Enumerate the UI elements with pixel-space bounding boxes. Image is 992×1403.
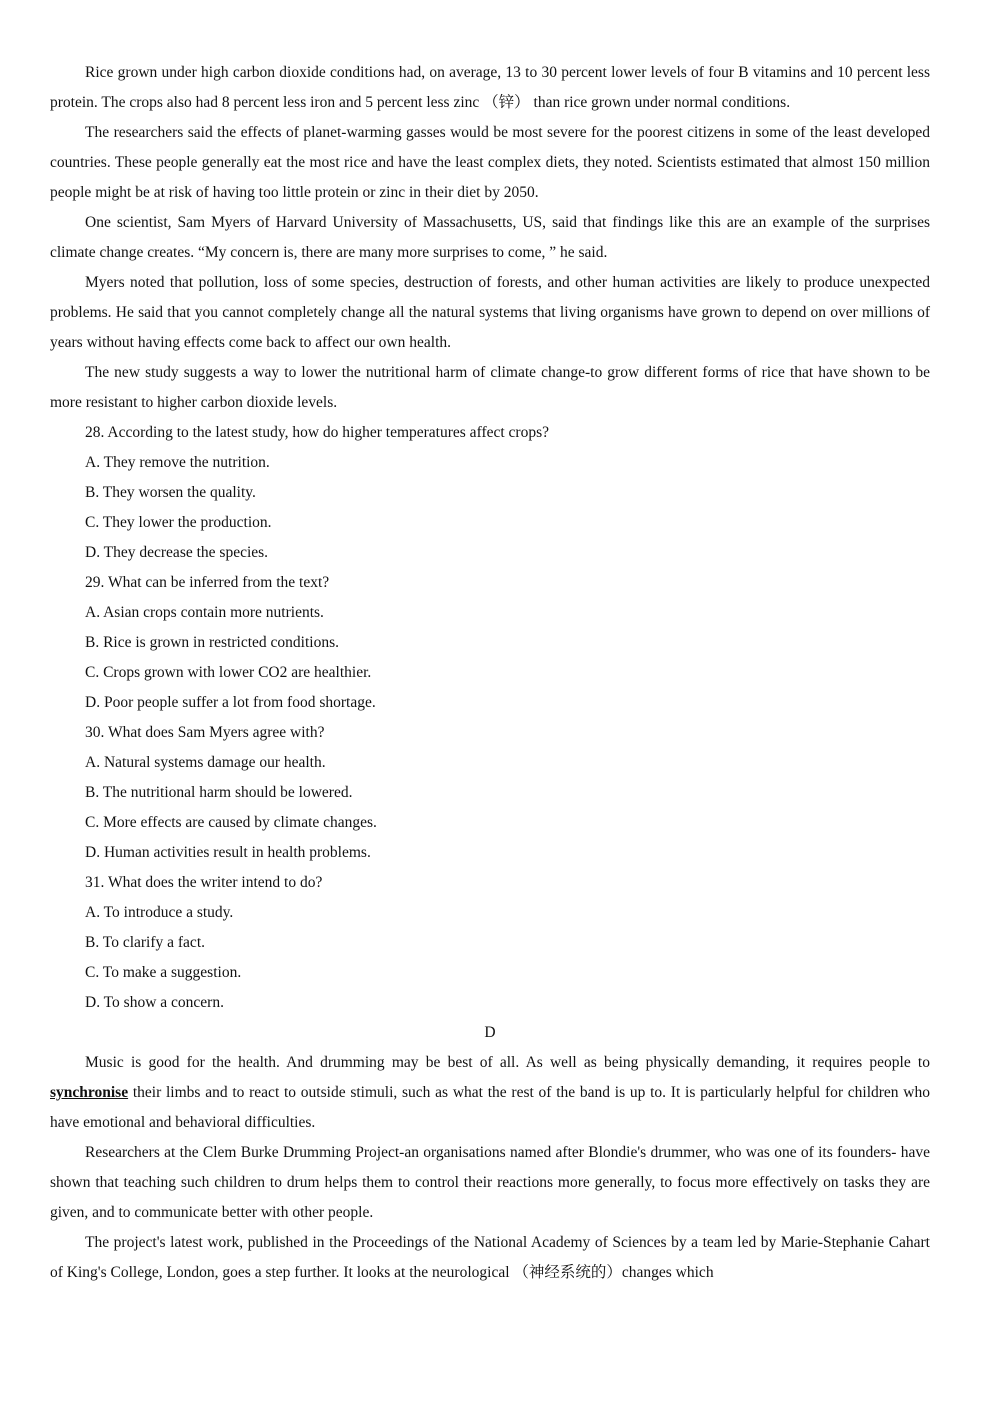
question-31-option-b: B. To clarify a fact. — [85, 934, 205, 951]
question-28-option-b: B. They worsen the quality. — [85, 484, 256, 501]
question-28-stem: 28. According to the latest study, how do higher temperatures affect crops? — [85, 424, 550, 441]
question-31-option-d: D. To show a concern. — [85, 994, 224, 1011]
question-31-stem: 31. What does the writer intend to do? — [85, 874, 323, 891]
question-29-option-b: B. Rice is grown in restricted conditions. — [85, 634, 339, 651]
question-30-option-a: A. Natural systems damage our health. — [85, 754, 326, 771]
document-page — [50, 58, 930, 1288]
passage-c-paragraph-2: The researchers said the effects of planet-warming gasses would be most severe for the poorest citizens in some of the least developed countries. These people generally eat the most rice and have the least complex diets, they noted. Scientists estimated that almost 150 million people might be at risk of having too little protein or zinc in their diet by 2050. — [50, 124, 930, 201]
question-28-option-c: C. They lower the production. — [85, 514, 272, 531]
passage-c-paragraph-4: Myers noted that pollution, loss of some species, destruction of forests, and other human activities are likely to produce unexpected problems. He said that you cannot completely change all the natural systems that living organisms have grown to depend on over millions of years without having effects come back to affect our own health. — [50, 274, 930, 351]
question-29-option-c: C. Crops grown with lower CO2 are healthier. — [85, 664, 372, 681]
passage-c-paragraph-1: Rice grown under high carbon dioxide conditions had, on average, 13 to 30 percent lower levels of four B vitamins and 10 percent less protein. The crops also had 8 percent less iron and 5 percent less zinc （锌） than rice grown under normal conditions. — [50, 64, 930, 111]
passage-d-p1-after: their limbs and to react to outside stimuli, such as what the rest of the band is up to. It is particularly helpful for children who have emotional and behavioral difficulties. — [50, 1084, 930, 1131]
question-28-option-a: A. They remove the nutrition. — [85, 454, 270, 471]
question-30-option-b: B. The nutritional harm should be lowered. — [85, 784, 353, 801]
passage-d-paragraph-3: The project's latest work, published in the Proceedings of the National Academy of Sciences by a team led by Marie-Stephanie Cahart of King's College, London, goes a step further. It looks at the neurological （神经系统的）changes which — [50, 1234, 930, 1281]
question-29-option-d: D. Poor people suffer a lot from food shortage. — [85, 694, 376, 711]
question-29-stem: 29. What can be inferred from the text? — [85, 574, 330, 591]
keyword-synchronise: synchronise — [50, 1084, 129, 1101]
passage-d-letter: D — [484, 1024, 496, 1041]
question-30-option-d: D. Human activities result in health problems. — [85, 844, 371, 861]
question-29-option-a: A. Asian crops contain more nutrients. — [85, 604, 324, 621]
passage-c-paragraph-3: One scientist, Sam Myers of Harvard University of Massachusetts, US, said that findings like this are an example of the surprises climate change creates. “My concern is, there are many more surprises to come, ” he said. — [50, 214, 930, 261]
passage-d-paragraph-2: Researchers at the Clem Burke Drumming Project-an organisations named after Blondie's drummer, who was one of its founders- have shown that teaching such children to drum helps them to control their reactions more generally, to focus more effectively on tasks they are given, and to communicate better with other people. — [50, 1144, 930, 1221]
question-30-option-c: C. More effects are caused by climate changes. — [85, 814, 377, 831]
passage-d-paragraph-1 — [50, 1048, 930, 1138]
question-31-option-a: A. To introduce a study. — [85, 904, 234, 921]
question-31-option-c: C. To make a suggestion. — [85, 964, 242, 981]
question-30-stem: 30. What does Sam Myers agree with? — [85, 724, 325, 741]
passage-c-paragraph-5: The new study suggests a way to lower the nutritional harm of climate change-to grow different forms of rice that have shown to be more resistant to higher carbon dioxide levels. — [50, 364, 930, 411]
question-28-option-d: D. They decrease the species. — [85, 544, 269, 561]
passage-d-p1-before: Music is good for the health. And drumming may be best of all. As well as being physically demanding, it requires people to — [85, 1054, 930, 1071]
